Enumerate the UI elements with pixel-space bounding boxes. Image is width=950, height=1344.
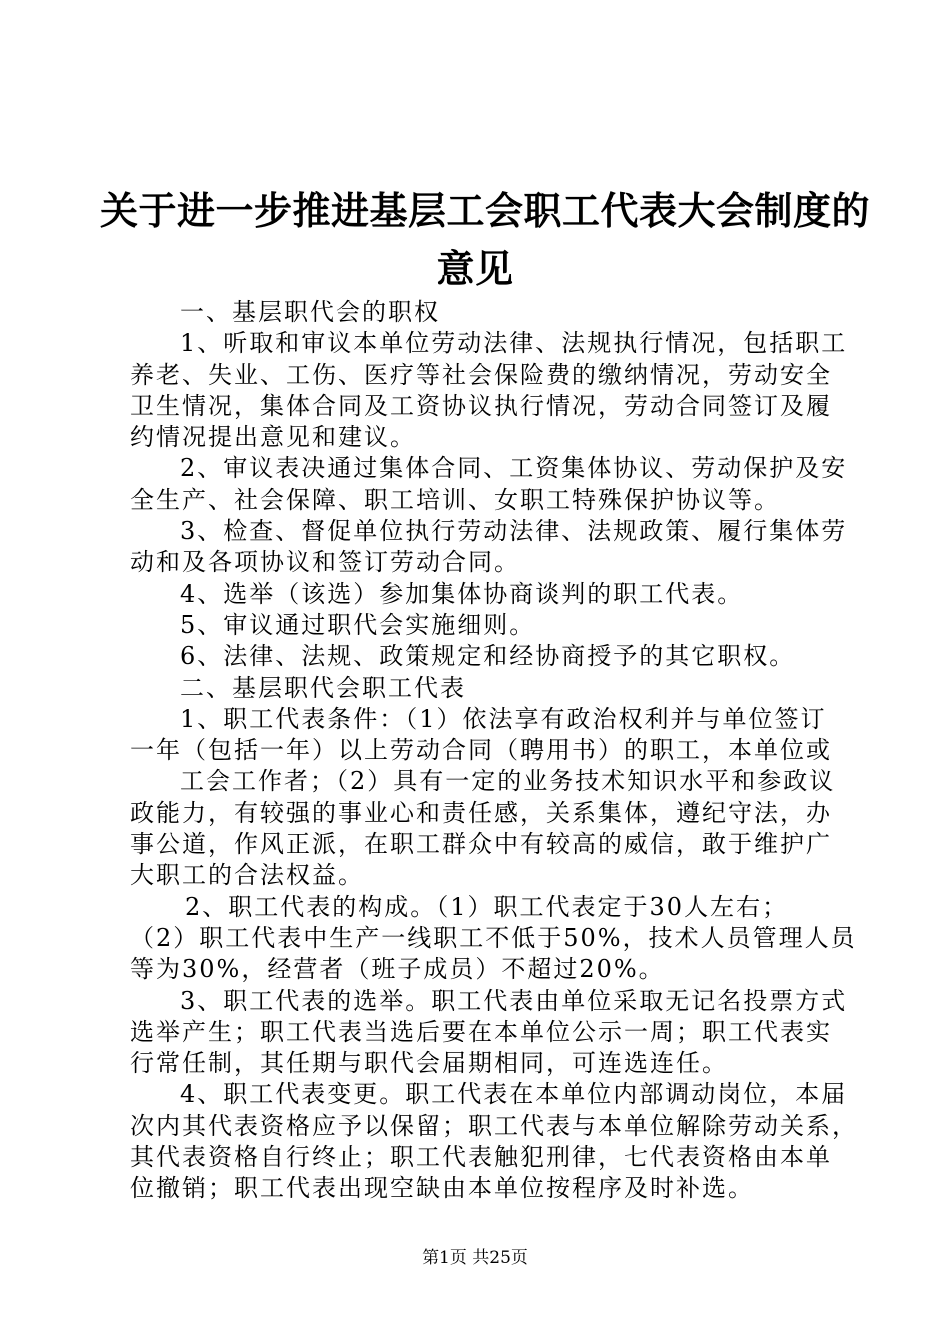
paragraph-line: 4、选举（该选）参加集体协商谈判的职工代表。 xyxy=(180,579,744,608)
paragraph-line: 事公道，作风正派，在职工群众中有较高的威信，敢于维护广 xyxy=(130,830,832,859)
paragraph-line: （2）职工代表中生产一线职工不低于50%，技术人员管理人员 xyxy=(130,923,857,952)
paragraph-line: 大职工的合法权益。 xyxy=(130,861,364,890)
paragraph-line: 约情况提出意见和建议。 xyxy=(130,423,416,452)
paragraph-line: 1、听取和审议本单位劳动法律、法规执行情况，包括职工 xyxy=(180,329,848,358)
paragraph-line: 1、职工代表条件：（1）依法享有政治权利并与单位签订 xyxy=(180,704,827,733)
paragraph-line: 全生产、社会保障、职工培训、女职工特殊保护协议等。 xyxy=(130,485,780,514)
document-title-line-1: 关于进一步推进基层工会职工代表大会制度的 xyxy=(100,189,871,233)
paragraph-line: 行常任制，其任期与职代会届期相同，可连选连任。 xyxy=(130,1049,728,1078)
paragraph-line: 动和及各项协议和签订劳动合同。 xyxy=(130,548,520,577)
section-heading-representatives: 二、基层职代会职工代表 xyxy=(180,673,466,702)
paragraph-line: 3、职工代表的选举。职工代表由单位采取无记名投票方式 xyxy=(180,986,848,1015)
paragraph-line: 2、职工代表的构成。（1）职工代表定于30人左右； xyxy=(185,892,789,921)
document-title-line-2: 意见 xyxy=(436,247,514,291)
paragraph-line: 4、职工代表变更。职工代表在本单位内部调动岗位，本届 xyxy=(180,1080,848,1109)
document-body xyxy=(130,297,858,1205)
paragraph-line: 5、审议通过职代会实施细则。 xyxy=(180,610,536,639)
paragraph-line: 3、检查、督促单位执行劳动法律、法规政策、履行集体劳 xyxy=(180,517,848,546)
paragraph-line: 一年（包括一年）以上劳动合同（聘用书）的职工，本单位或 xyxy=(130,736,832,765)
paragraph-line: 次内其代表资格应予以保留；职工代表与本单位解除劳动关系， xyxy=(130,1111,858,1140)
section-heading-powers: 一、基层职代会的职权 xyxy=(180,298,440,326)
paragraph-line: 等为30%，经营者（班子成员）不超过20%。 xyxy=(130,955,665,984)
paragraph-line: 选举产生；职工代表当选后要在本单位公示一周；职工代表实 xyxy=(130,1017,832,1046)
paragraph-line: 政能力，有较强的事业心和责任感，关系集体，遵纪守法，办 xyxy=(130,798,832,827)
paragraph-line: 6、法律、法规、政策规定和经协商授予的其它职权。 xyxy=(180,642,796,671)
paragraph-line: 工会工作者；（2）具有一定的业务技术知识水平和参政议 xyxy=(180,767,836,796)
paragraph-line: 2、审议表决通过集体合同、工资集体协议、劳动保护及安 xyxy=(180,454,848,483)
paragraph-line: 养老、失业、工伤、医疗等社会保险费的缴纳情况，劳动安全 xyxy=(130,360,832,389)
paragraph-line: 其代表资格自行终止；职工代表触犯刑律，七代表资格由本单 xyxy=(130,1143,832,1172)
paragraph-line: 位撤销；职工代表出现空缺由本单位按程序及时补选。 xyxy=(130,1174,754,1203)
paragraph-line: 卫生情况，集体合同及工资协议执行情况，劳动合同签订及履 xyxy=(130,391,832,420)
page-footer: 第1页 共25页 xyxy=(422,1248,528,1268)
